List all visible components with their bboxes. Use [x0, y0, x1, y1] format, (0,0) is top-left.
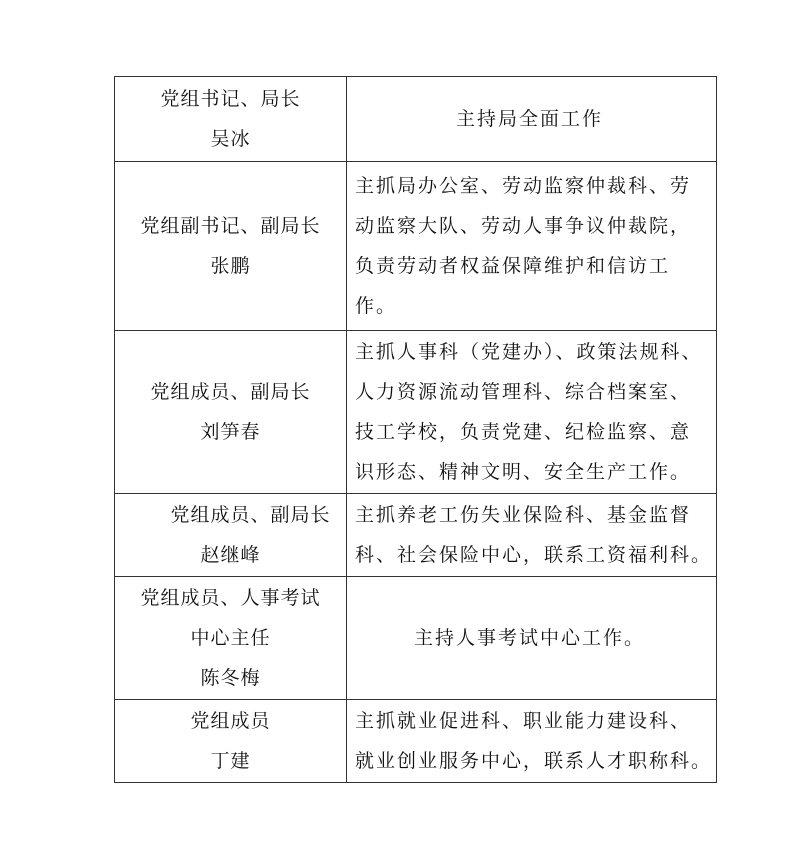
leader-cell: [115, 577, 347, 700]
duty-cell: [347, 77, 717, 162]
duty-text: 主抓局办公室、劳动监察仲裁科、劳: [355, 175, 692, 197]
leader-name: 陈冬梅: [200, 667, 261, 689]
duty-cell: [347, 494, 717, 577]
leader-title: 党组书记、局长: [160, 88, 301, 110]
leader-title-cont: 中心主任: [190, 627, 271, 649]
leader-name: 刘笋春: [200, 421, 261, 443]
duty-text: 主持人事考试中心工作。: [413, 627, 645, 649]
duty-text: 科、社会保险中心，联系工资福利科。: [355, 544, 713, 566]
table-row: [115, 700, 717, 783]
leader-title: 党组成员、副局长: [150, 381, 311, 403]
duty-text: 技工学校，负责党建、纪检监察、意: [355, 421, 692, 443]
duty-text: 识形态、精神文明、安全生产工作。: [355, 461, 692, 483]
leader-name: 赵继峰: [200, 544, 261, 566]
duty-cell: [347, 162, 717, 331]
duty-text: 主抓就业促进科、职业能力建设科、: [355, 710, 692, 732]
duty-text: 主持局全面工作: [455, 108, 603, 130]
leader-name: 丁建: [210, 750, 251, 772]
table-row: [115, 77, 717, 162]
duty-cell: [347, 700, 717, 783]
leader-cell: [115, 162, 347, 331]
duty-cell: [347, 331, 717, 494]
duty-text: 动监察大队、劳动人事争议仲裁院，: [355, 215, 692, 237]
leader-name: 张鹏: [210, 255, 251, 277]
leader-title: 党组成员: [190, 710, 271, 732]
duty-text: 就业创业服务中心，联系人才职称科。: [355, 750, 713, 772]
leader-title: 党组成员、副局长: [170, 504, 331, 526]
duty-text: 作。: [355, 295, 398, 317]
leader-title: 党组成员、人事考试: [140, 587, 321, 609]
leader-cell: [115, 331, 347, 494]
leadership-duty-table: [114, 76, 717, 783]
duty-text: 主抓人事科（党建办）、政策法规科、: [355, 341, 703, 363]
duty-cell: [347, 577, 717, 700]
leader-name: 吴冰: [210, 128, 251, 150]
table-row: [115, 162, 717, 331]
duty-text: 负责劳动者权益保障维护和信访工: [355, 255, 671, 277]
duty-text: 人力资源流动管理科、综合档案室、: [355, 381, 692, 403]
table-row: [115, 494, 717, 577]
table-row: [115, 577, 717, 700]
duty-text: 主抓养老工伤失业保险科、基金监督: [355, 504, 692, 526]
leader-cell: [115, 494, 347, 577]
leader-title: 党组副书记、副局长: [140, 215, 321, 237]
leader-cell: [115, 77, 347, 162]
table-row: [115, 331, 717, 494]
leader-cell: [115, 700, 347, 783]
